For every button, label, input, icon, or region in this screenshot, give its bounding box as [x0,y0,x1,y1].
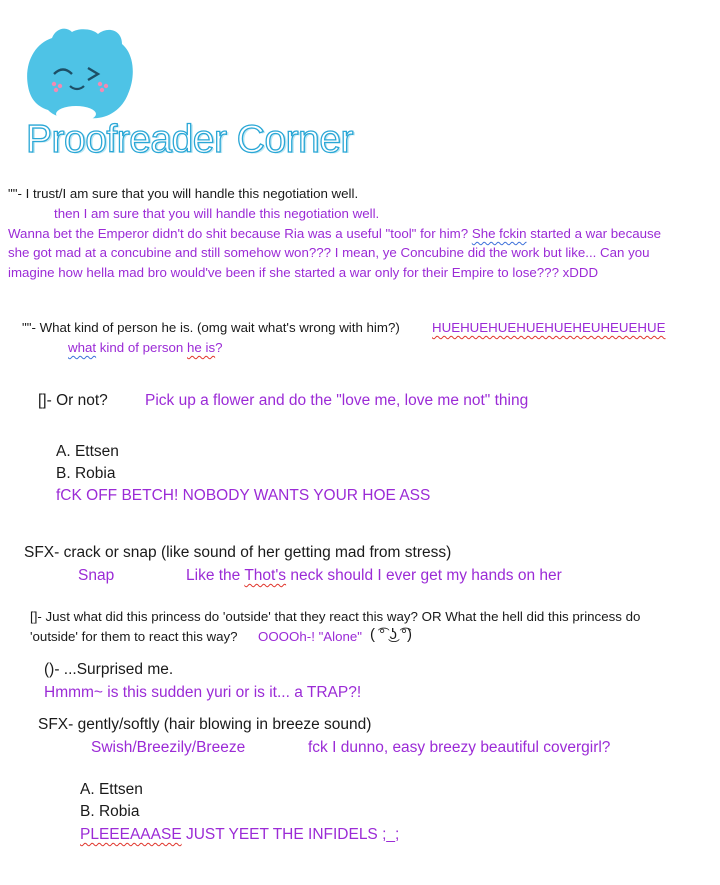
note2-fix [68,340,223,356]
note5-comment-part: Like the [186,567,245,584]
note7-comment: Hmmm~ is this sudden yuri or is it... a TRAP?! [44,684,362,701]
note1-comment-underlined: She fckin [471,226,527,241]
note1-comment-part: Wanna bet the Emperor didn't do shit because Ria was a useful "tool" for him? [8,226,472,241]
note8-original: SFX- gently/softly (hair blowing in breeze sound) [38,716,372,733]
note3-original: []- Or not? [38,392,108,409]
note4-option-a: A. Ettsen [56,443,119,460]
note2-fix-underlined: he is [187,340,216,355]
note4-option-b: B. Robia [56,465,116,482]
note5-comment-part: neck should I ever get my hands on her [286,567,562,584]
note1-original: ""- I trust/I am sure that you will handle this negotiation well. [8,186,359,201]
note9-option-a: A. Ettsen [80,781,143,798]
note1-comment-line2: she got mad at a concubine and still somehow won??? I mean, ye Concubine did the work but like... Can you [8,245,650,260]
note9-option-b: B. Robia [80,803,140,820]
note6-original-line2: 'outside' for them to react this way? [30,629,238,644]
note4-comment: fCK OFF BETCH! NOBODY WANTS YOUR HOE ASS [56,487,431,504]
note2-laugh: HUEHUEHUEHUEHUEHEUHEUEHUE [432,320,666,335]
note1-comment-line3: imagine how hella mad bro would've been if she started a war only for their Empire to lose??? xDDD [8,265,599,280]
note9-comment-underlined: PLEEEAAASE [80,826,182,843]
note2-original: ""- What kind of person he is. (omg wait what's wrong with him?) [22,320,400,335]
note2-fix-underlined: what [68,340,97,355]
note6-original-line1: []- Just what did this princess do 'outside' that they react this way? OR What the hell did this princess do [30,609,641,624]
note2-fix-part: kind of person [96,340,188,355]
note5-comment [186,567,562,586]
note1-comment-part: started a war because [526,226,662,241]
lenny-face: ( ͡° ͜ʖ ͡°) [370,626,412,643]
note5-fix: Snap [78,567,115,584]
note8-fix: Swish/Breezily/Breeze [91,739,246,756]
note3-comment: Pick up a flower and do the "love me, love me not" thing [145,392,529,409]
cat-mascot-icon [18,24,138,129]
note2-fix-part: ? [215,340,223,355]
note5-original: SFX- crack or snap (like sound of her getting mad from stress) [24,544,452,561]
note6-comment: OOOOh-! "Alone" [258,629,363,644]
note8-comment: fck I dunno, easy breezy beautiful covergirl? [308,739,611,756]
note7-original: ()- ...Surprised me. [44,661,174,678]
note1-fix: then I am sure that you will handle this negotiation well. [54,206,380,221]
note5-comment-underlined: Thot's [244,567,287,584]
note9-comment-part: JUST YEET THE INFIDELS ;_; [181,826,400,843]
page-title: Proofreader Corner [26,118,353,161]
note9-comment [80,826,399,845]
note1-comment-line1 [8,226,661,242]
